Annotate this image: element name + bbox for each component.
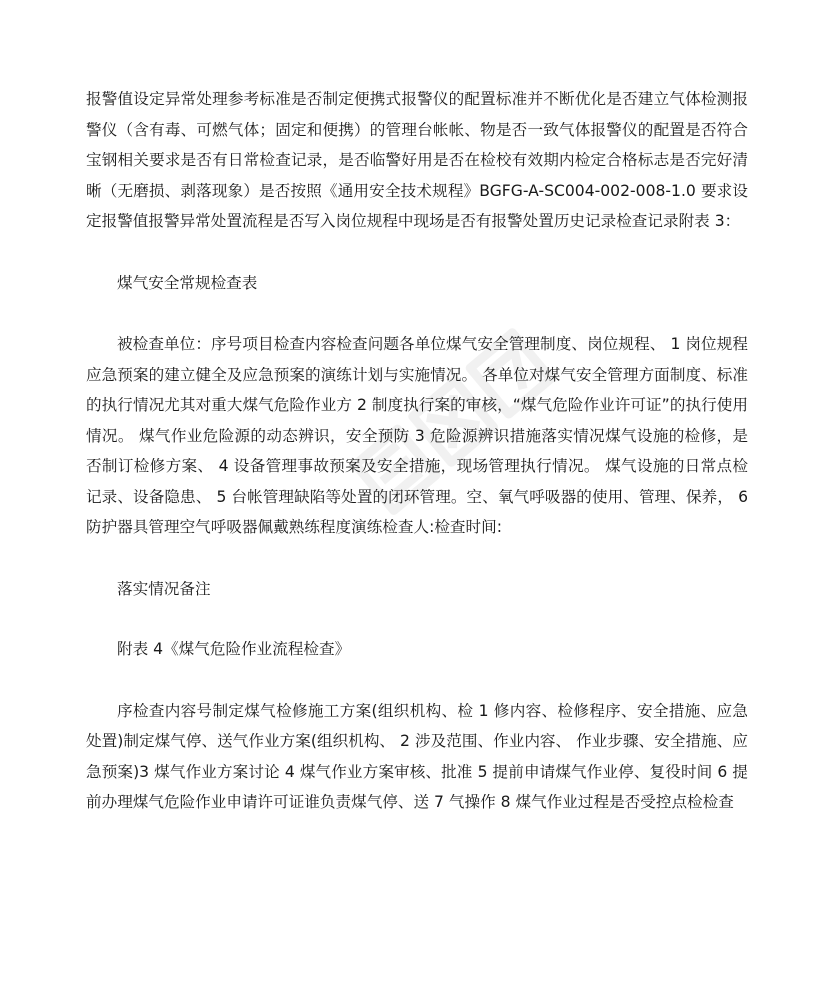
paragraph-inspected-unit: 被检查单位：序号项目检查内容检查问题各单位煤气安全管理制度、岗位规程、 1 岗位规程应急预案的建立健全及应急预案的演练计划与实施情况。 各单位对煤气安全管理方面制度、标准的执行情况尤其对重大煤气危险作业方 2 制度执行案的审核，“煤气危险作业许可证”的执行使用情况。 煤气作业危险源的动态辨识，安全预防 3 危险源辨识措施落实情况煤气设施的检修，是否制订检修方案、 4 设备管理事故预案及安全措施，现场管理执行情况。 煤气设施的日常点检记录、设备隐患、 5 台帐管理缺陷等处置的闭环管理。空、氧气呼吸器的使用、管理、保养， 6 防护器具管理空气呼吸器佩戴熟练程度演练检查人:检查时间: (86, 335, 748, 536)
heading-gas-safety-checklist: 煤气安全常规检查表 (117, 273, 258, 292)
document-body (86, 84, 748, 818)
heading-implementation-notes: 落实情况备注 (117, 579, 211, 598)
paragraph-hazard-workflow: 序检查内容号制定煤气检修施工方案(组织机构、检 1 修内容、检修程序、安全措施、应急处置)制定煤气停、送气作业方案(组织机构、 2 涉及范围、作业内容、 作业步骤、安全措施、应急预案)3 煤气作业方案讨论 4 煤气作业方案审核、批准 5 提前申请煤气作业停、复役时间 6 提前办理煤气危险作业申请许可证谁负责煤气停、送 7 气操作 8 煤气作业过程是否受控点检检查 (86, 701, 748, 811)
heading-appendix-4: 附表 4《煤气危险作业流程检查》 (117, 640, 351, 658)
paragraph-alarm-standards: 报警值设定异常处理参考标准是否制定便携式报警仪的配置标准并不断优化是否建立气体检测报警仪（含有毒、可燃气体；固定和便携）的管理台帐帐、物是否一致气体报警仪的配置是否符合宝钢相关要求是否有日常检查记录，是否临警好用是否在检校有效期内检定合格标志是否完好清晰（无磨损、剥落现象）是否按照《通用安全技术规程》BGFG-A-SC004-002-008-1.0 要求设定报警值报警异常处置流程是否写入岗位规程中现场是否有报警处置历史记录检查记录附表 3： (86, 90, 748, 230)
